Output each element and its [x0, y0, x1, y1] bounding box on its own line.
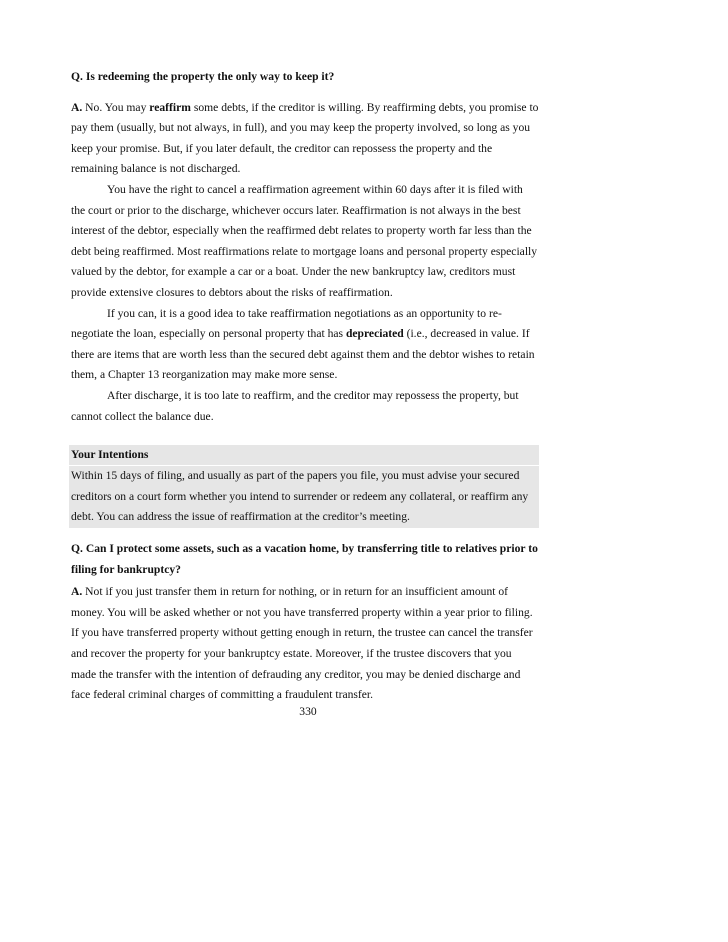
box-heading: Your Intentions — [71, 448, 149, 461]
answer-paragraph: A. No. You may reaffirm some debts, if the creditor is willing. By reaffirming debts, you promise to pay them (usually, but not always, in full), and you may keep the property involved, so long as you keep your promise. But, if you later default, the creditor can repossess the property and the remaining balance is not discharged. — [71, 100, 539, 176]
term-depreciated: depreciated — [345, 327, 404, 341]
box-body: Within 15 days of filing, and usually as part of the papers you file, you must advise your secured creditors on a court form whether you intend to surrender or redeem any collateral, or reaffirm any debt. You can address the issue of reaffirmation at the creditor’s meeting. — [71, 469, 529, 524]
question-transfer — [71, 539, 539, 706]
your-intentions-box — [69, 445, 539, 528]
answer-paragraph-transfer: A. Not if you just transfer them in return for nothing, or in return for an insufficient amount of money. You will be asked whether or not you have transferred property within a year prior to filing. If you have transferred property without getting enough in return, the trustee can cancel the transfer and recover the property for your bankruptcy estate. Moreover, if the trustee discovers that you made the transfer with the intention of defrauding any creditor, you may be denied discharge and face federal criminal charges of committing a fraudulent transfer. — [71, 585, 533, 702]
answer-label: A. — [71, 100, 83, 114]
paragraph-renegotiate: If you can, it is a good idea to take reaffirmation negotiations as an opportunity to re-negotiate the loan, especially on personal property that has depreciated (i.e., decreased in value. If there are items that are worth less than the secured debt against them and the debtor wishes to retain them, a Chapter 13 reorganization may make more sense. — [71, 306, 535, 382]
answer-label: A. — [71, 585, 83, 599]
question-heading: Q. Is redeeming the property the only way to keep it? — [71, 70, 335, 83]
question-heading-transfer: Q. Can I protect some assets, such as a vacation home, by transferring title to relatives prior to filing for bankruptcy? — [71, 542, 538, 576]
paragraph-cancel-reaffirmation: You have the right to cancel a reaffirmation agreement within 60 days after it is filed with the court or prior to the discharge, whichever occurs later. Reaffirmation is not always in the best interest of the debtor, especially when the reaffirmed debt relates to property worth far less than the debt being reaffirmed. Most reaffirmations relate to mortgage loans and personal property especially valued by the debtor, for example a car or a boat. Under the new bankruptcy law, creditors must provide extensive closures to debtors about the risks of reaffirmation. — [71, 182, 538, 299]
term-reaffirm: reaffirm — [149, 100, 191, 114]
page-number: 330 — [299, 705, 317, 718]
paragraph-after-discharge: After discharge, it is too late to reaffirm, and the creditor may repossess the property, but cannot collect the balance due. — [71, 388, 519, 423]
question-redeeming — [71, 67, 539, 427]
